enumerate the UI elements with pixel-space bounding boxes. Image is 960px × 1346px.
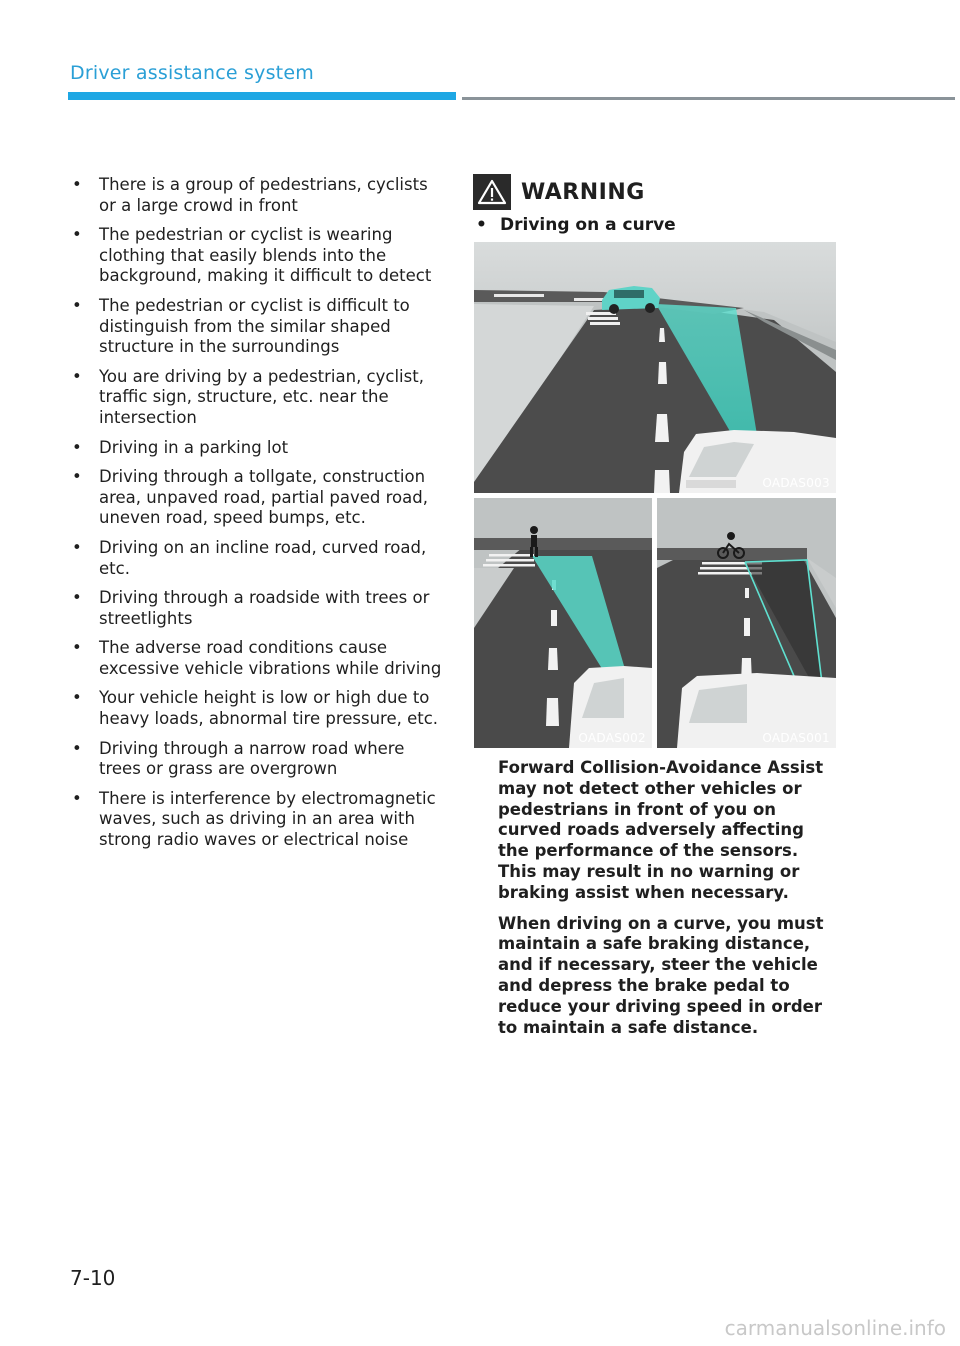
bullet-icon: • [72, 437, 82, 457]
cyclist-road-illustration [657, 498, 836, 748]
section-title: Driver assistance system [70, 62, 314, 84]
bullet-icon: • [72, 588, 82, 608]
list-item: • There is a group of pedestrians, cyclists or a large crowd in front [72, 175, 428, 215]
conditions-list [72, 175, 442, 851]
warning-header [473, 172, 838, 212]
warning-paragraph: Forward Collision-Avoidance Assist may not detect other vehicles or pedestrians in front of you on curved roads adversely affecting the performance of the sensors. This may result in no warning or braking assist when necessary. [498, 758, 824, 902]
bullet-icon: • [72, 175, 82, 194]
list-item: • There is interference by electromagnetic waves, such as driving in an area with strong radio waves or electrical noise [72, 788, 436, 850]
bullet-icon: • [72, 366, 82, 386]
list-item: • The adverse road conditions cause excessive vehicle vibrations while driving [72, 638, 442, 678]
bullet-icon: • [72, 225, 82, 245]
list-item: • Driving on an incline road, curved road, etc. [72, 537, 427, 578]
bullet-icon: • [72, 467, 82, 487]
conditions-list-column [72, 175, 442, 860]
warning-box [473, 172, 838, 235]
figure-pedestrian [474, 498, 652, 748]
figure-code: OADAS003 [762, 476, 830, 490]
pedestrian-road-illustration [474, 498, 652, 748]
warning-bullet-text: Driving on a curve [500, 215, 676, 235]
warning-paragraph: When driving on a curve, you must maintain a safe braking distance, and if necessary, steer the vehicle and depress the brake pedal to reduce your driving speed in order to maintain a safe distance. [498, 913, 824, 1037]
bullet-icon: • [72, 788, 82, 808]
figure-car-on-curve [474, 242, 836, 493]
bullet-icon: • [72, 537, 82, 557]
page-number: 7-10 [70, 1266, 116, 1290]
list-item: • Driving through a tollgate, construction area, unpaved road, partial paved road, uneven road, speed bumps, etc. [72, 467, 428, 528]
figure-code: OADAS002 [578, 731, 646, 745]
warning-title: WARNING [521, 179, 645, 205]
list-item: • Driving through a narrow road where trees or grass are overgrown [72, 738, 405, 779]
watermark: carmanualsonline.info [724, 1316, 946, 1340]
curve-road-illustration [474, 242, 836, 493]
bullet-icon: • [72, 295, 82, 315]
header-rule-blue [68, 92, 456, 100]
list-item: • Driving through a roadside with trees or streetlights [72, 588, 430, 628]
warning-bullet [473, 215, 838, 235]
figure-code: OADAS001 [762, 731, 830, 745]
bullet-icon: • [72, 688, 82, 708]
list-item: • Your vehicle height is low or high due to heavy loads, abnormal tire pressure, etc. [72, 688, 439, 729]
list-item: • Driving in a parking lot [72, 437, 289, 457]
list-item: • The pedestrian or cyclist is wearing clothing that easily blends into the background, making it difficult to detect [72, 225, 432, 286]
bullet-icon: • [72, 638, 82, 658]
list-item: • You are driving by a pedestrian, cyclist, traffic sign, structure, etc. near the intersection [72, 366, 424, 427]
list-item: • The pedestrian or cyclist is difficult to distinguish from the similar shaped structure in the surroundings [72, 295, 410, 357]
bullet-icon: • [72, 738, 82, 758]
warning-triangle-icon [473, 174, 511, 210]
bullet-icon: • [476, 215, 487, 235]
warning-body [498, 758, 840, 1048]
header-rule-gray [462, 97, 955, 100]
figure-cyclist [657, 498, 836, 748]
